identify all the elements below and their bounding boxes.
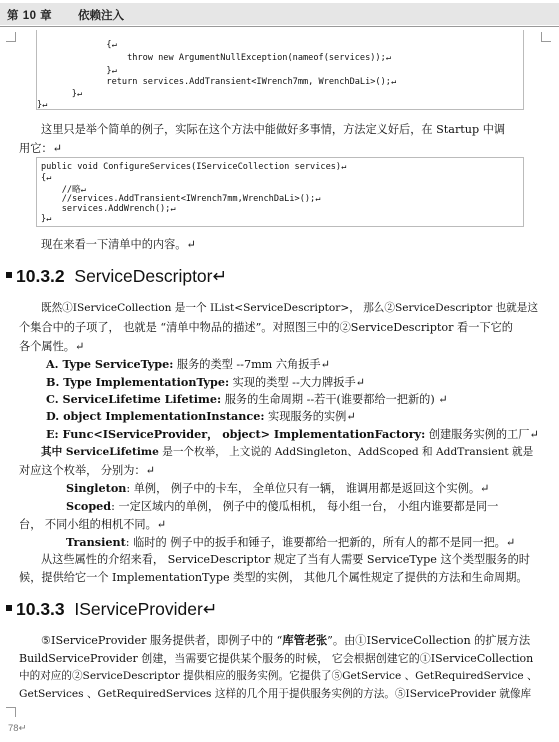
code-line: //略↵ xyxy=(41,185,86,195)
body-paragraph: 从这些属性的介绍来看， ServiceDescriptor 规定了当有人需要 ServiceType 这个类型服务的时 xyxy=(41,553,530,566)
section-title: IServiceProvider↵ xyxy=(74,599,218,619)
property-item: C. ServiceLifetime Lifetime: 服务的生命周期 --若干(谁要都给一把新的) ↵ xyxy=(46,392,448,406)
section-number: 10.3.2 xyxy=(16,266,65,286)
body-paragraph: 既然①IServiceCollection 是一个 IList<ServiceDescriptor>， 那么②ServiceDescriptor 也就是这 xyxy=(41,302,538,314)
chapter-title: 依赖注入 xyxy=(78,10,124,22)
body-paragraph: GetServices 、GetRequiredServices 这样的几个用于提供服务实例的方法。⑤IServiceProvider 就像库 xyxy=(19,688,532,700)
section-heading-service-descriptor xyxy=(6,266,227,287)
section-heading-service-provider xyxy=(6,599,217,620)
code-block-configure-services xyxy=(36,157,524,227)
code-line: return services.AddTransient<IWrench7mm, WrenchDaLi>();↵ xyxy=(65,77,397,87)
code-block-continued xyxy=(36,30,524,110)
body-paragraph: 其中 ServiceLifetime 是一个枚举， 上文说的 AddSingleton、AddScoped 和 AddTransient 就是 xyxy=(41,446,534,458)
property-item: A. Type ServiceType: 服务的类型 --7mm 六角扳手↵ xyxy=(46,357,330,371)
header-rule xyxy=(0,26,559,27)
code-line: }↵ xyxy=(51,89,83,99)
body-paragraph: 台， 不同小组的相机不同。↵ xyxy=(19,518,167,531)
code-line: }↵ xyxy=(65,66,117,76)
page-number: 78↵ xyxy=(8,723,27,734)
body-paragraph: 中的对应的②ServiceDescriptor 提供相应的服务实例。它提供了⑤GetService 、GetRequiredService 、 xyxy=(19,670,538,682)
crop-mark-top-right xyxy=(541,32,551,42)
property-item: E: Func<IServiceProvider， object> ImplementationFactory: 创建服务实例的工厂↵ xyxy=(46,427,539,441)
crop-mark-bottom-left xyxy=(6,707,16,717)
body-paragraph: 这里只是举个简单的例子，实际在这个方法中能做好多事情，方法定义好后，在 Startup 中调 xyxy=(41,123,506,136)
lifetime-item-singleton: Singleton: 单例， 例子中的卡车， 全单位只有一辆， 谁调用都是返回这个实例。↵ xyxy=(66,481,490,495)
crop-mark-top-left xyxy=(6,32,16,42)
property-item: D. object ImplementationInstance: 实现服务的实例↵ xyxy=(46,409,356,423)
code-line: {↵ xyxy=(65,40,117,50)
section-title: ServiceDescriptor↵ xyxy=(74,266,228,286)
code-line: {↵ xyxy=(41,173,52,183)
section-number: 10.3.3 xyxy=(16,599,65,619)
body-paragraph: BuildServiceProvider 创建，当需要它提供某个服务的时候， 它会根据创建它的①IServiceCollection xyxy=(19,652,534,665)
body-paragraph: 对应这个枚举， 分别为：↵ xyxy=(19,464,155,477)
code-line: //services.AddTransient<IWrench7mm,WrenchDaLi>();↵ xyxy=(41,194,321,204)
code-line: throw new ArgumentNullException(nameof(services));↵ xyxy=(65,53,391,63)
lifetime-item-scoped: Scoped: 一定区域内的单例， 例子中的傻瓜相机， 每小组一台， 小组内谁要都是同一 xyxy=(66,499,499,513)
code-line: }↵ xyxy=(41,214,52,224)
body-paragraph: 用它：↵ xyxy=(19,142,62,155)
code-line: services.AddWrench();↵ xyxy=(41,204,176,214)
body-paragraph: ⑤IServiceProvider 服务提供者，即例子中的 “库管老张”。由①IServiceCollection 的扩展方法 xyxy=(41,633,531,647)
running-header xyxy=(0,0,559,26)
code-line: public void ConfigureServices(IServiceCollection services)↵ xyxy=(41,162,347,172)
code-line: }↵ xyxy=(37,100,48,110)
heading-bullet-icon xyxy=(6,605,12,611)
chapter-number: 第 10 章 xyxy=(7,10,53,22)
body-paragraph: 各个属性。↵ xyxy=(19,340,85,353)
body-paragraph: 候，提供给它一个 ImplementationType 类型的实例， 其他几个属性规定了提供的方法和生命周期。 xyxy=(19,571,528,584)
body-paragraph: 现在来看一下清单中的内容。↵ xyxy=(41,238,196,251)
property-item: B. Type ImplementationType: 实现的类型 --大力牌扳手↵ xyxy=(46,375,366,389)
lifetime-item-transient: Transient: 临时的 例子中的扳手和锤子，谁要都给一把新的，所有人的都不是同一把。↵ xyxy=(66,535,516,549)
body-paragraph: 个集合中的子项了， 也就是 “清单中物品的描述”。对照图三中的②ServiceDescriptor 看一下它的 xyxy=(19,321,513,334)
heading-bullet-icon xyxy=(6,272,12,278)
